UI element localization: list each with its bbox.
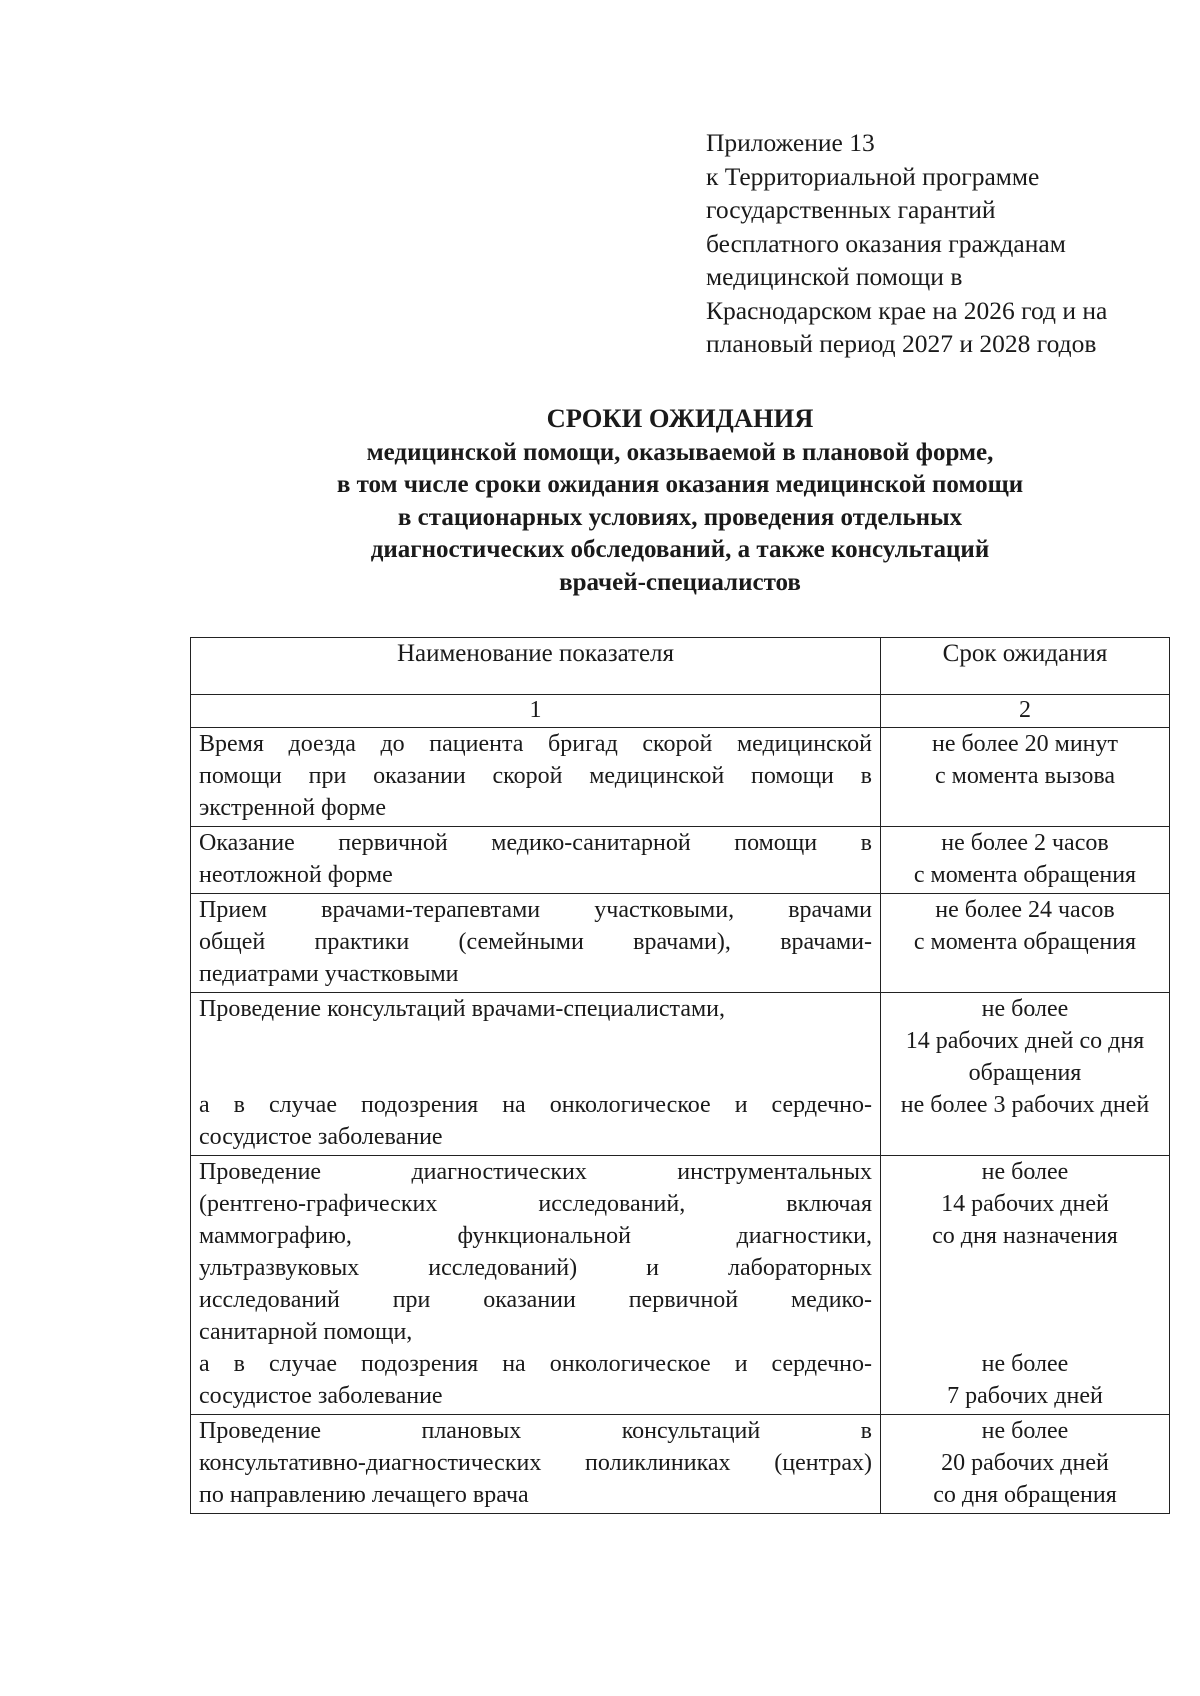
indicator-line: Время доезда до пациента бригад скорой медицинской [199, 731, 872, 757]
indicator-cell [191, 894, 881, 993]
appendix-line: плановый период 2027 и 2028 годов [706, 329, 1097, 358]
table-row [191, 894, 1170, 993]
column-number-row [191, 695, 1170, 728]
indicator-line: помощи при оказании скорой медицинской помощи в [199, 763, 872, 789]
term-line: 14 рабочих дней [941, 1191, 1109, 1217]
appendix-line: Краснодарском крае на 2026 год и на [706, 295, 1108, 325]
term-line: со дня обращения [933, 1482, 1117, 1508]
column-number-1: 1 [191, 695, 881, 728]
term-line: не более [981, 1159, 1069, 1185]
indicator-cell [191, 1415, 881, 1514]
term-line: не более 20 минут [931, 731, 1119, 757]
indicator-line: а в случае подозрения на онкологическое и сердечно- [199, 1092, 872, 1118]
term-cell [881, 894, 1170, 993]
term-cell [881, 1156, 1170, 1415]
indicator-cell [191, 827, 881, 894]
term-line: с момента обращения [913, 929, 1137, 955]
title-line: медицинской помощи, оказываемой в плановой форме, [366, 438, 994, 466]
table-row [191, 1156, 1170, 1415]
appendix-line: Приложение 13 [706, 128, 875, 157]
indicator-line: экстренной форме [199, 795, 387, 821]
indicator-line: Проведение диагностических инструментальных [199, 1159, 872, 1185]
term-line: не более [981, 1418, 1069, 1444]
term-line: не более 2 часов [941, 830, 1109, 856]
indicator-line: Прием врачами-терапевтами участковыми, врачами [199, 897, 872, 923]
indicator-line: Проведение консультаций врачами-специалистами, [199, 996, 726, 1022]
term-line: со дня назначения [932, 1223, 1118, 1249]
table-row [191, 827, 1170, 894]
appendix-line: государственных гарантий [706, 195, 996, 224]
indicator-line: сосудистое заболевание [199, 1383, 443, 1409]
title-line: диагностических обследований, а также консультаций [370, 536, 990, 563]
indicator-cell [191, 1156, 881, 1415]
indicator-line: маммографию, функциональной диагностики, [199, 1223, 872, 1249]
indicator-line: педиатрами участковыми [199, 961, 459, 987]
indicator-line: Проведение плановых консультаций в [199, 1418, 872, 1444]
header-term: Срок ожидания [881, 638, 1170, 695]
appendix-line: бесплатного оказания гражданам [706, 228, 1066, 258]
waiting-times-table [190, 637, 1170, 1514]
term-line: 7 рабочих дней [947, 1383, 1103, 1409]
table-row [191, 1415, 1170, 1514]
term-cell [881, 1415, 1170, 1514]
title-line: врачей-специалистов [559, 568, 801, 596]
column-number-2: 2 [881, 695, 1170, 728]
appendix-line: медицинской помощи в [706, 262, 963, 291]
term-line: с момента вызова [935, 763, 1115, 789]
indicator-line: (рентгено-графических исследований, включая [199, 1191, 872, 1217]
indicator-line: общей практики (семейными врачами), врачами- [199, 929, 872, 955]
indicator-cell [191, 993, 881, 1156]
term-line: с момента обращения [913, 862, 1137, 888]
term-line: обращения [968, 1060, 1082, 1086]
indicator-line: Оказание первичной медико-санитарной помощи в [199, 830, 872, 856]
term-line: не более 3 рабочих дней [900, 1092, 1150, 1118]
term-line: 20 рабочих дней [941, 1450, 1109, 1476]
title-line: в стационарных условиях, проведения отдельных [397, 503, 963, 531]
indicator-line: а в случае подозрения на онкологическое и сердечно- [199, 1351, 872, 1377]
indicator-line: сосудистое заболевание [199, 1124, 443, 1150]
term-line: не более 24 часов [935, 897, 1115, 923]
header-indicator: Наименование показателя [191, 638, 881, 695]
table-row [191, 993, 1170, 1156]
table-row [191, 728, 1170, 827]
term-line: не более [981, 1351, 1069, 1377]
title-main: СРОКИ ОЖИДАНИЯ [546, 403, 814, 433]
indicator-line: исследований при оказании первичной медико- [199, 1287, 872, 1313]
indicator-line: по направлению лечащего врача [199, 1482, 529, 1508]
term-cell [881, 728, 1170, 827]
indicator-line: санитарной помощи, [199, 1319, 413, 1345]
term-cell [881, 993, 1170, 1156]
title-line: в том числе сроки ожидания оказания медицинской помощи [336, 471, 1024, 498]
indicator-line: неотложной форме [199, 862, 393, 888]
table-header-row [191, 638, 1170, 695]
term-line: не более [981, 996, 1069, 1022]
appendix-block [706, 126, 1176, 361]
indicator-line: ультразвуковых исследований) и лабораторных [199, 1255, 872, 1281]
term-cell [881, 827, 1170, 894]
appendix-line: к Территориальной программе [706, 161, 1040, 191]
term-line: 14 рабочих дней со дня [905, 1028, 1145, 1054]
indicator-cell [191, 728, 881, 827]
document-title [190, 402, 1170, 599]
indicator-line: консультативно-диагностических поликлиниках (центрах) [199, 1450, 872, 1476]
